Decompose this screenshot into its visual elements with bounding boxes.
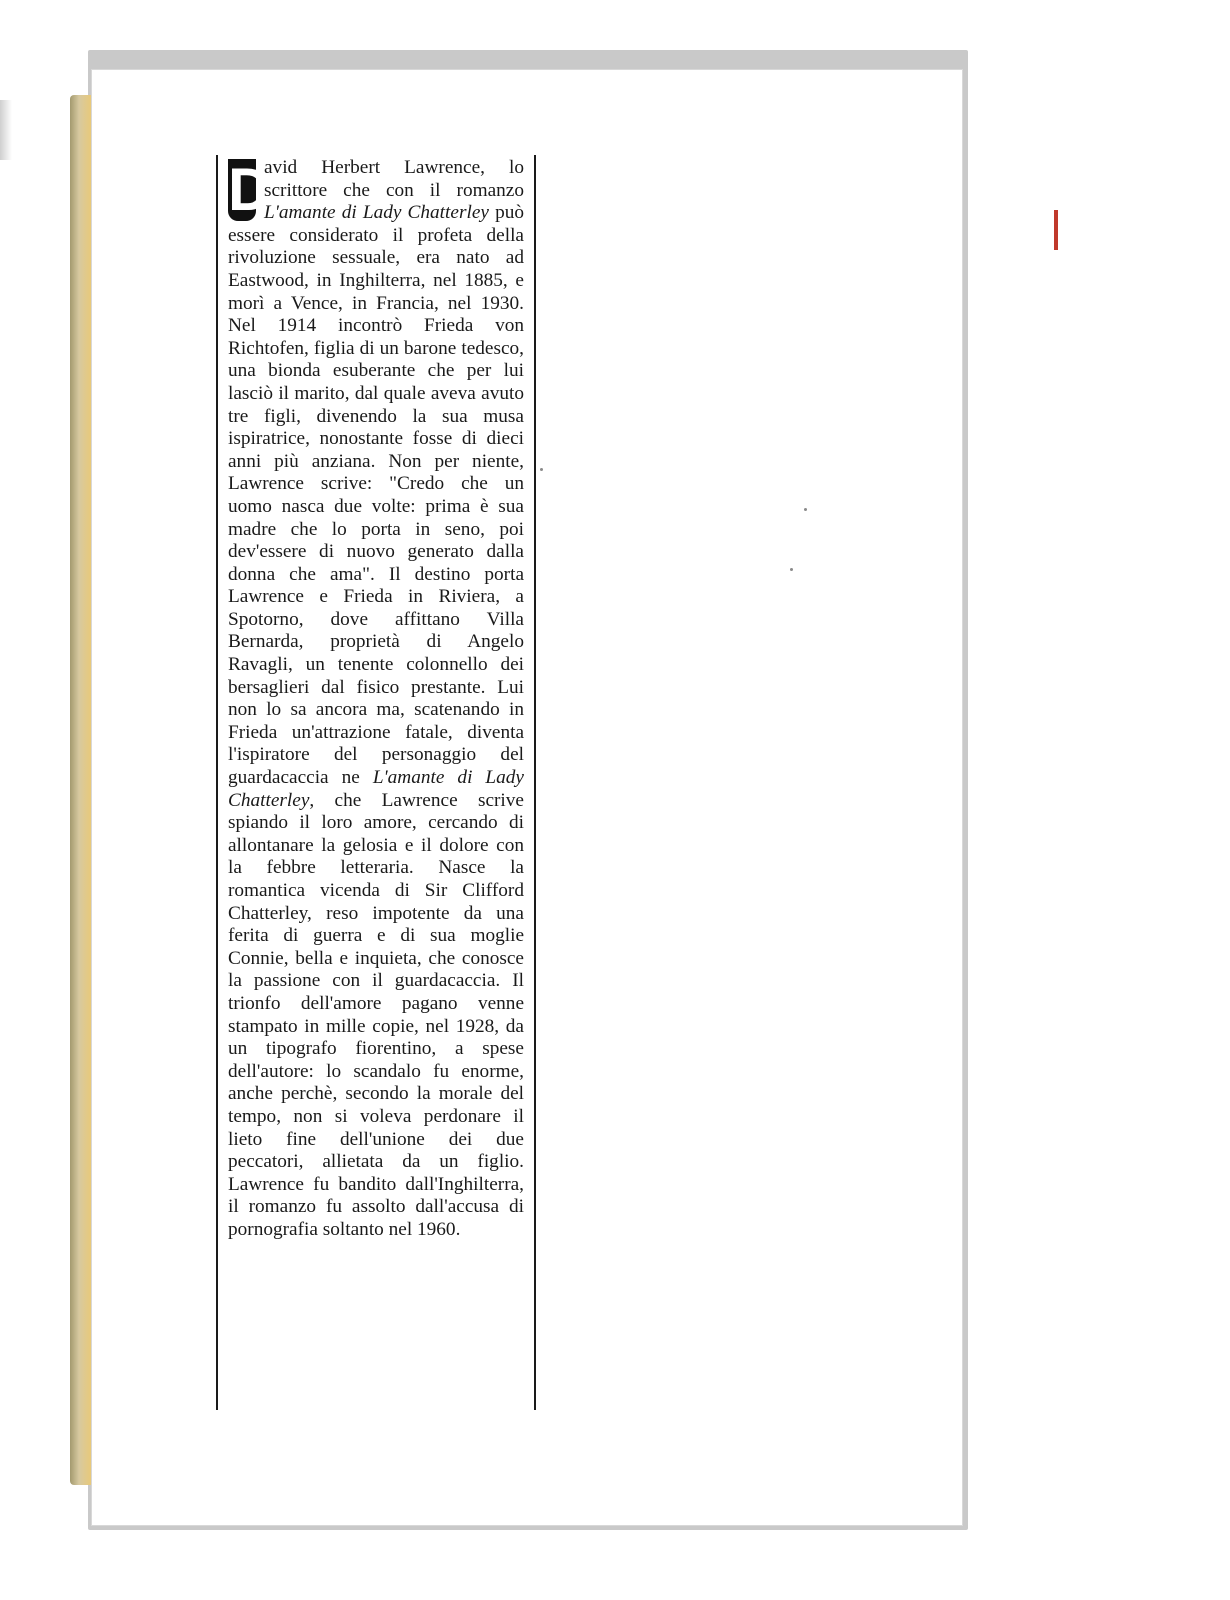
dust-speck [804, 508, 807, 511]
article-column [216, 155, 536, 1410]
article-segment: , che Lawrence scrive spiando il loro amore, cercando di allontanare la gelosia e il dolore con la febbre letteraria. Nasce la romantica vicenda di Sir Clifford Chatterley, reso impotente da una ferita di guerra e di sua moglie Connie, bella e inquieta, che conosce la passione con il guardacaccia. Il trionfo dell'amore pagano venne stampato in mille copie, nel 1928, da un tipografo fiorentino, a spese dell'autore: lo scandalo fu enorme, anche perchè, secondo la morale del tempo, non si voleva perdonare il lieto fine dell'unione dei due peccatori, allietata da un figlio. Lawrence fu bandito dall'Inghilterra, il romanzo fu assolto dall'accusa di pornografia soltanto nel 1960. [228, 789, 524, 1240]
article-segment: può essere considerato il profeta della rivoluzione sessuale, era nato ad Eastwood, in Inghilterra, nel 1885, e morì a Vence, in Francia, nel 1930. Nel 1914 incontrò Frieda von Richtofen, figlia di un barone tedesco, una bionda esuberante che per lui lasciò il marito, dal quale aveva avuto tre figli, divenendo la sua musa ispiratrice, nonostante fosse di dieci anni più anziana. Non per niente, Lawrence scrive: "Credo che un uomo nasca due volte: prima è sua madre che lo porta in seno, poi dev'essere di nuovo generato dalla donna che ama". Il destino porta Lawrence e Frieda in Riviera, a Spotorno, dove affittano Villa Bernarda, proprietà di Angelo Ravagli, un tenente colonnello dei bersaglieri dal fisico prestante. Lui non lo sa ancora ma, scatenando in Frieda un'attrazione fatale, diventa l'ispiratore del personaggio del guardacaccia ne [228, 202, 524, 789]
drop-cap: D [228, 156, 272, 223]
article-segment: avid Herbert Lawrence, lo scrittore che con il romanzo [264, 157, 524, 201]
dust-speck [540, 468, 543, 471]
book-title: L'amante di Lady Chatterley [228, 767, 524, 811]
book-page [92, 70, 962, 1525]
article-text [228, 157, 524, 1242]
dust-speck [790, 568, 793, 571]
book-title: L'amante di Lady Chatterley [264, 202, 489, 224]
adjacent-page-edge [0, 100, 12, 160]
red-bookmark-mark [1054, 210, 1058, 250]
